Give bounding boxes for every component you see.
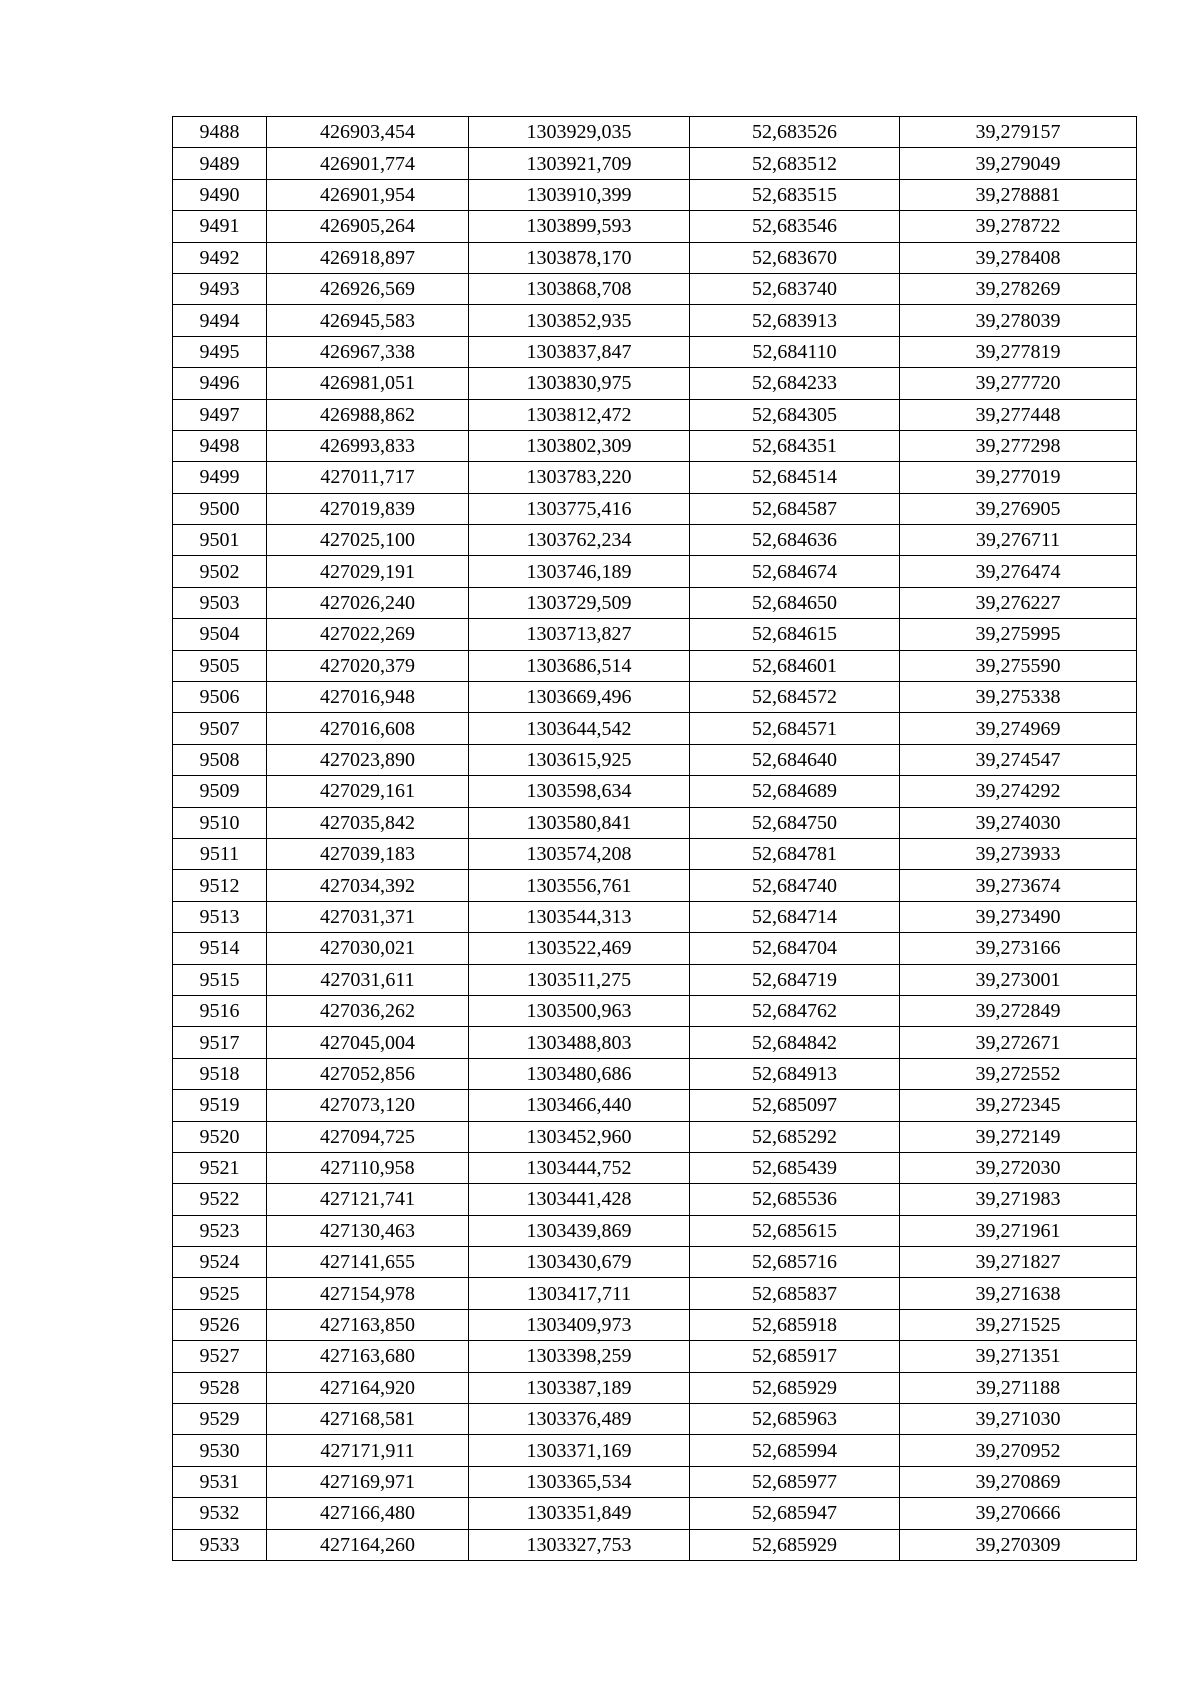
point-number-cell: 9519 [173, 1090, 267, 1121]
point-number-cell: 9493 [173, 273, 267, 304]
longitude-cell: 39,278039 [900, 305, 1137, 336]
longitude-cell: 39,271638 [900, 1278, 1137, 1309]
point-number-cell: 9499 [173, 462, 267, 493]
latitude-cell: 52,683546 [690, 211, 900, 242]
longitude-cell: 39,272849 [900, 995, 1137, 1026]
x-coordinate-cell: 427022,269 [267, 619, 469, 650]
y-coordinate-cell: 1303598,634 [469, 776, 690, 807]
longitude-cell: 39,278269 [900, 273, 1137, 304]
x-coordinate-cell: 427166,480 [267, 1498, 469, 1529]
point-number-cell: 9492 [173, 242, 267, 273]
y-coordinate-cell: 1303802,309 [469, 430, 690, 461]
table-row [173, 148, 1137, 179]
latitude-cell: 52,683515 [690, 179, 900, 210]
x-coordinate-cell: 426967,338 [267, 336, 469, 367]
table-row [173, 1466, 1137, 1497]
table-row [173, 179, 1137, 210]
y-coordinate-cell: 1303713,827 [469, 619, 690, 650]
latitude-cell: 52,685917 [690, 1341, 900, 1372]
point-number-cell: 9490 [173, 179, 267, 210]
longitude-cell: 39,272030 [900, 1152, 1137, 1183]
longitude-cell: 39,277019 [900, 462, 1137, 493]
point-number-cell: 9527 [173, 1341, 267, 1372]
latitude-cell: 52,684689 [690, 776, 900, 807]
y-coordinate-cell: 1303729,509 [469, 587, 690, 618]
table-row [173, 713, 1137, 744]
y-coordinate-cell: 1303878,170 [469, 242, 690, 273]
point-number-cell: 9500 [173, 493, 267, 524]
table-row [173, 336, 1137, 367]
x-coordinate-cell: 427154,978 [267, 1278, 469, 1309]
x-coordinate-cell: 427171,911 [267, 1435, 469, 1466]
latitude-cell: 52,683512 [690, 148, 900, 179]
table-row [173, 682, 1137, 713]
point-number-cell: 9505 [173, 650, 267, 681]
y-coordinate-cell: 1303417,711 [469, 1278, 690, 1309]
table-row [173, 1090, 1137, 1121]
point-number-cell: 9509 [173, 776, 267, 807]
longitude-cell: 39,276227 [900, 587, 1137, 618]
y-coordinate-cell: 1303783,220 [469, 462, 690, 493]
x-coordinate-cell: 427094,725 [267, 1121, 469, 1152]
table-row [173, 1027, 1137, 1058]
latitude-cell: 52,683670 [690, 242, 900, 273]
point-number-cell: 9532 [173, 1498, 267, 1529]
y-coordinate-cell: 1303775,416 [469, 493, 690, 524]
table-row [173, 933, 1137, 964]
table-row [173, 1215, 1137, 1246]
x-coordinate-cell: 426901,954 [267, 179, 469, 210]
x-coordinate-cell: 427016,608 [267, 713, 469, 744]
point-number-cell: 9511 [173, 838, 267, 869]
latitude-cell: 52,685929 [690, 1372, 900, 1403]
table-row [173, 1404, 1137, 1435]
point-number-cell: 9498 [173, 430, 267, 461]
longitude-cell: 39,272671 [900, 1027, 1137, 1058]
y-coordinate-cell: 1303441,428 [469, 1184, 690, 1215]
table-row [173, 211, 1137, 242]
longitude-cell: 39,270666 [900, 1498, 1137, 1529]
x-coordinate-cell: 427052,856 [267, 1058, 469, 1089]
point-number-cell: 9502 [173, 556, 267, 587]
longitude-cell: 39,275995 [900, 619, 1137, 650]
table-row [173, 1309, 1137, 1340]
y-coordinate-cell: 1303686,514 [469, 650, 690, 681]
latitude-cell: 52,684762 [690, 995, 900, 1026]
latitude-cell: 52,685837 [690, 1278, 900, 1309]
table-row [173, 619, 1137, 650]
y-coordinate-cell: 1303327,753 [469, 1529, 690, 1560]
x-coordinate-cell: 427036,262 [267, 995, 469, 1026]
table-row [173, 744, 1137, 775]
table-row [173, 1121, 1137, 1152]
y-coordinate-cell: 1303480,686 [469, 1058, 690, 1089]
latitude-cell: 52,684351 [690, 430, 900, 461]
table-row [173, 525, 1137, 556]
latitude-cell: 52,684615 [690, 619, 900, 650]
point-number-cell: 9510 [173, 807, 267, 838]
x-coordinate-cell: 427023,890 [267, 744, 469, 775]
x-coordinate-cell: 426926,569 [267, 273, 469, 304]
y-coordinate-cell: 1303615,925 [469, 744, 690, 775]
longitude-cell: 39,271351 [900, 1341, 1137, 1372]
longitude-cell: 39,276905 [900, 493, 1137, 524]
longitude-cell: 39,279157 [900, 117, 1137, 148]
y-coordinate-cell: 1303669,496 [469, 682, 690, 713]
latitude-cell: 52,684714 [690, 901, 900, 932]
latitude-cell: 52,684571 [690, 713, 900, 744]
x-coordinate-cell: 427026,240 [267, 587, 469, 618]
point-number-cell: 9529 [173, 1404, 267, 1435]
x-coordinate-cell: 427121,741 [267, 1184, 469, 1215]
latitude-cell: 52,684601 [690, 650, 900, 681]
longitude-cell: 39,270309 [900, 1529, 1137, 1560]
latitude-cell: 52,684674 [690, 556, 900, 587]
latitude-cell: 52,683913 [690, 305, 900, 336]
table-row [173, 587, 1137, 618]
latitude-cell: 52,685994 [690, 1435, 900, 1466]
x-coordinate-cell: 427039,183 [267, 838, 469, 869]
x-coordinate-cell: 427031,371 [267, 901, 469, 932]
x-coordinate-cell: 427141,655 [267, 1247, 469, 1278]
table-row [173, 1529, 1137, 1560]
x-coordinate-cell: 427164,920 [267, 1372, 469, 1403]
longitude-cell: 39,278722 [900, 211, 1137, 242]
point-number-cell: 9496 [173, 368, 267, 399]
x-coordinate-cell: 426905,264 [267, 211, 469, 242]
x-coordinate-cell: 427163,680 [267, 1341, 469, 1372]
longitude-cell: 39,272149 [900, 1121, 1137, 1152]
y-coordinate-cell: 1303387,189 [469, 1372, 690, 1403]
longitude-cell: 39,273166 [900, 933, 1137, 964]
latitude-cell: 52,685097 [690, 1090, 900, 1121]
table-row [173, 964, 1137, 995]
longitude-cell: 39,277819 [900, 336, 1137, 367]
table-row [173, 273, 1137, 304]
table-row [173, 1247, 1137, 1278]
y-coordinate-cell: 1303910,399 [469, 179, 690, 210]
point-number-cell: 9501 [173, 525, 267, 556]
table-row [173, 1341, 1137, 1372]
latitude-cell: 52,685615 [690, 1215, 900, 1246]
x-coordinate-cell: 426993,833 [267, 430, 469, 461]
x-coordinate-cell: 427016,948 [267, 682, 469, 713]
latitude-cell: 52,684842 [690, 1027, 900, 1058]
y-coordinate-cell: 1303574,208 [469, 838, 690, 869]
longitude-cell: 39,273490 [900, 901, 1137, 932]
point-number-cell: 9517 [173, 1027, 267, 1058]
longitude-cell: 39,276474 [900, 556, 1137, 587]
longitude-cell: 39,273001 [900, 964, 1137, 995]
x-coordinate-cell: 427031,611 [267, 964, 469, 995]
table-row [173, 838, 1137, 869]
table-row [173, 399, 1137, 430]
point-number-cell: 9531 [173, 1466, 267, 1497]
longitude-cell: 39,278881 [900, 179, 1137, 210]
latitude-cell: 52,684719 [690, 964, 900, 995]
latitude-cell: 52,684587 [690, 493, 900, 524]
y-coordinate-cell: 1303852,935 [469, 305, 690, 336]
latitude-cell: 52,684781 [690, 838, 900, 869]
point-number-cell: 9523 [173, 1215, 267, 1246]
y-coordinate-cell: 1303921,709 [469, 148, 690, 179]
table-row [173, 870, 1137, 901]
y-coordinate-cell: 1303522,469 [469, 933, 690, 964]
table-row [173, 1498, 1137, 1529]
table-row [173, 776, 1137, 807]
longitude-cell: 39,277448 [900, 399, 1137, 430]
longitude-cell: 39,279049 [900, 148, 1137, 179]
longitude-cell: 39,272552 [900, 1058, 1137, 1089]
point-number-cell: 9512 [173, 870, 267, 901]
y-coordinate-cell: 1303452,960 [469, 1121, 690, 1152]
x-coordinate-cell: 427029,191 [267, 556, 469, 587]
point-number-cell: 9530 [173, 1435, 267, 1466]
table-row [173, 807, 1137, 838]
latitude-cell: 52,684572 [690, 682, 900, 713]
point-number-cell: 9514 [173, 933, 267, 964]
longitude-cell: 39,273933 [900, 838, 1137, 869]
y-coordinate-cell: 1303556,761 [469, 870, 690, 901]
longitude-cell: 39,274292 [900, 776, 1137, 807]
point-number-cell: 9495 [173, 336, 267, 367]
latitude-cell: 52,685716 [690, 1247, 900, 1278]
longitude-cell: 39,274969 [900, 713, 1137, 744]
point-number-cell: 9520 [173, 1121, 267, 1152]
longitude-cell: 39,271827 [900, 1247, 1137, 1278]
table-row [173, 1184, 1137, 1215]
longitude-cell: 39,271030 [900, 1404, 1137, 1435]
x-coordinate-cell: 427011,717 [267, 462, 469, 493]
longitude-cell: 39,270869 [900, 1466, 1137, 1497]
y-coordinate-cell: 1303837,847 [469, 336, 690, 367]
point-number-cell: 9504 [173, 619, 267, 650]
latitude-cell: 52,684233 [690, 368, 900, 399]
latitude-cell: 52,685929 [690, 1529, 900, 1560]
point-number-cell: 9503 [173, 587, 267, 618]
longitude-cell: 39,271525 [900, 1309, 1137, 1340]
y-coordinate-cell: 1303376,489 [469, 1404, 690, 1435]
coordinates-table-body [173, 117, 1137, 1561]
point-number-cell: 9508 [173, 744, 267, 775]
latitude-cell: 52,684750 [690, 807, 900, 838]
longitude-cell: 39,275338 [900, 682, 1137, 713]
point-number-cell: 9494 [173, 305, 267, 336]
longitude-cell: 39,278408 [900, 242, 1137, 273]
y-coordinate-cell: 1303444,752 [469, 1152, 690, 1183]
y-coordinate-cell: 1303351,849 [469, 1498, 690, 1529]
table-row [173, 1278, 1137, 1309]
table-row [173, 430, 1137, 461]
longitude-cell: 39,276711 [900, 525, 1137, 556]
x-coordinate-cell: 427029,161 [267, 776, 469, 807]
y-coordinate-cell: 1303929,035 [469, 117, 690, 148]
longitude-cell: 39,274547 [900, 744, 1137, 775]
x-coordinate-cell: 427168,581 [267, 1404, 469, 1435]
point-number-cell: 9491 [173, 211, 267, 242]
latitude-cell: 52,683740 [690, 273, 900, 304]
y-coordinate-cell: 1303430,679 [469, 1247, 690, 1278]
latitude-cell: 52,684110 [690, 336, 900, 367]
table-row [173, 556, 1137, 587]
point-number-cell: 9516 [173, 995, 267, 1026]
table-row [173, 368, 1137, 399]
longitude-cell: 39,277298 [900, 430, 1137, 461]
latitude-cell: 52,685947 [690, 1498, 900, 1529]
y-coordinate-cell: 1303812,472 [469, 399, 690, 430]
x-coordinate-cell: 427019,839 [267, 493, 469, 524]
latitude-cell: 52,685292 [690, 1121, 900, 1152]
x-coordinate-cell: 426901,774 [267, 148, 469, 179]
latitude-cell: 52,684636 [690, 525, 900, 556]
point-number-cell: 9518 [173, 1058, 267, 1089]
y-coordinate-cell: 1303899,593 [469, 211, 690, 242]
table-row [173, 1435, 1137, 1466]
latitude-cell: 52,685536 [690, 1184, 900, 1215]
y-coordinate-cell: 1303398,259 [469, 1341, 690, 1372]
table-row [173, 901, 1137, 932]
x-coordinate-cell: 427164,260 [267, 1529, 469, 1560]
y-coordinate-cell: 1303580,841 [469, 807, 690, 838]
latitude-cell: 52,684640 [690, 744, 900, 775]
table-row [173, 1152, 1137, 1183]
longitude-cell: 39,271983 [900, 1184, 1137, 1215]
x-coordinate-cell: 426945,583 [267, 305, 469, 336]
x-coordinate-cell: 427030,021 [267, 933, 469, 964]
point-number-cell: 9522 [173, 1184, 267, 1215]
latitude-cell: 52,685439 [690, 1152, 900, 1183]
coordinates-table [172, 116, 1137, 1561]
point-number-cell: 9506 [173, 682, 267, 713]
x-coordinate-cell: 426903,454 [267, 117, 469, 148]
longitude-cell: 39,277720 [900, 368, 1137, 399]
point-number-cell: 9525 [173, 1278, 267, 1309]
point-number-cell: 9489 [173, 148, 267, 179]
x-coordinate-cell: 426981,051 [267, 368, 469, 399]
x-coordinate-cell: 427110,958 [267, 1152, 469, 1183]
x-coordinate-cell: 426918,897 [267, 242, 469, 273]
table-row [173, 242, 1137, 273]
y-coordinate-cell: 1303644,542 [469, 713, 690, 744]
y-coordinate-cell: 1303371,169 [469, 1435, 690, 1466]
point-number-cell: 9513 [173, 901, 267, 932]
y-coordinate-cell: 1303511,275 [469, 964, 690, 995]
x-coordinate-cell: 426988,862 [267, 399, 469, 430]
table-row [173, 462, 1137, 493]
longitude-cell: 39,273674 [900, 870, 1137, 901]
latitude-cell: 52,683526 [690, 117, 900, 148]
longitude-cell: 39,275590 [900, 650, 1137, 681]
x-coordinate-cell: 427163,850 [267, 1309, 469, 1340]
y-coordinate-cell: 1303409,973 [469, 1309, 690, 1340]
y-coordinate-cell: 1303746,189 [469, 556, 690, 587]
latitude-cell: 52,685918 [690, 1309, 900, 1340]
point-number-cell: 9528 [173, 1372, 267, 1403]
point-number-cell: 9524 [173, 1247, 267, 1278]
x-coordinate-cell: 427025,100 [267, 525, 469, 556]
table-row [173, 305, 1137, 336]
table-row [173, 650, 1137, 681]
table-row [173, 1058, 1137, 1089]
y-coordinate-cell: 1303868,708 [469, 273, 690, 304]
latitude-cell: 52,685977 [690, 1466, 900, 1497]
x-coordinate-cell: 427130,463 [267, 1215, 469, 1246]
longitude-cell: 39,270952 [900, 1435, 1137, 1466]
latitude-cell: 52,684740 [690, 870, 900, 901]
latitude-cell: 52,684650 [690, 587, 900, 618]
table-row [173, 1372, 1137, 1403]
y-coordinate-cell: 1303762,234 [469, 525, 690, 556]
y-coordinate-cell: 1303365,534 [469, 1466, 690, 1497]
x-coordinate-cell: 427035,842 [267, 807, 469, 838]
latitude-cell: 52,684305 [690, 399, 900, 430]
point-number-cell: 9497 [173, 399, 267, 430]
point-number-cell: 9488 [173, 117, 267, 148]
point-number-cell: 9515 [173, 964, 267, 995]
x-coordinate-cell: 427045,004 [267, 1027, 469, 1058]
x-coordinate-cell: 427073,120 [267, 1090, 469, 1121]
table-row [173, 117, 1137, 148]
longitude-cell: 39,271961 [900, 1215, 1137, 1246]
y-coordinate-cell: 1303466,440 [469, 1090, 690, 1121]
longitude-cell: 39,274030 [900, 807, 1137, 838]
y-coordinate-cell: 1303500,963 [469, 995, 690, 1026]
table-row [173, 995, 1137, 1026]
latitude-cell: 52,684514 [690, 462, 900, 493]
table-row [173, 493, 1137, 524]
x-coordinate-cell: 427034,392 [267, 870, 469, 901]
latitude-cell: 52,684704 [690, 933, 900, 964]
latitude-cell: 52,685963 [690, 1404, 900, 1435]
y-coordinate-cell: 1303830,975 [469, 368, 690, 399]
longitude-cell: 39,271188 [900, 1372, 1137, 1403]
y-coordinate-cell: 1303488,803 [469, 1027, 690, 1058]
y-coordinate-cell: 1303544,313 [469, 901, 690, 932]
point-number-cell: 9533 [173, 1529, 267, 1560]
point-number-cell: 9521 [173, 1152, 267, 1183]
y-coordinate-cell: 1303439,869 [469, 1215, 690, 1246]
point-number-cell: 9507 [173, 713, 267, 744]
x-coordinate-cell: 427169,971 [267, 1466, 469, 1497]
longitude-cell: 39,272345 [900, 1090, 1137, 1121]
point-number-cell: 9526 [173, 1309, 267, 1340]
latitude-cell: 52,684913 [690, 1058, 900, 1089]
x-coordinate-cell: 427020,379 [267, 650, 469, 681]
